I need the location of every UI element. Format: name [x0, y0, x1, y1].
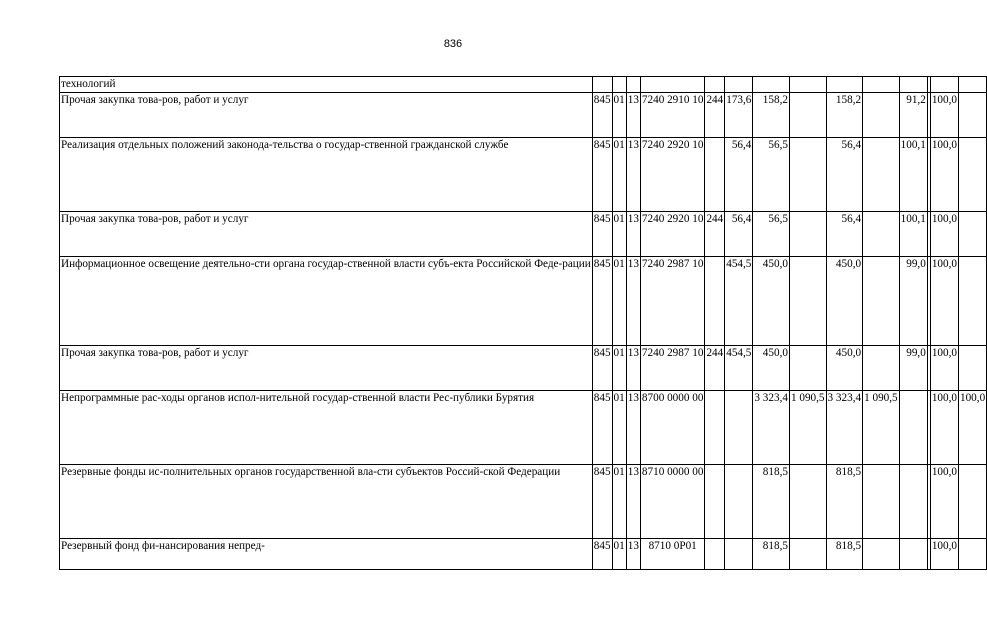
cell-rz [612, 77, 626, 93]
cell-rz: 01 [612, 390, 626, 464]
table-row [60, 390, 987, 464]
table-row [60, 345, 987, 390]
cell-c8: 100,0 [930, 137, 958, 211]
cell-c5: 1 090,5 [863, 390, 900, 464]
cell-c6 [899, 538, 927, 569]
cell-c4: 3 323,4 [826, 390, 863, 464]
cell-c3 [789, 92, 826, 137]
cell-rz: 01 [612, 538, 626, 569]
cell-c1: 56,4 [725, 211, 753, 256]
cell-grbs: 845 [592, 538, 612, 569]
cell-c3 [789, 256, 826, 345]
cell-vr [705, 464, 725, 538]
cell-csr [640, 77, 705, 93]
cell-c6 [899, 464, 927, 538]
cell-name: Прочая закупка това-ров, работ и услуг [60, 345, 593, 390]
cell-grbs: 845 [592, 390, 612, 464]
cell-csr: 8710 0000 00 [640, 464, 705, 538]
cell-c1 [725, 464, 753, 538]
cell-c5 [863, 77, 900, 93]
cell-c2: 818,5 [753, 538, 790, 569]
cell-c2: 158,2 [753, 92, 790, 137]
cell-grbs: 845 [592, 464, 612, 538]
cell-c8: 100,0 [930, 345, 958, 390]
cell-vr [705, 390, 725, 464]
cell-c2: 450,0 [753, 256, 790, 345]
cell-csr: 7240 2987 10 [640, 345, 705, 390]
cell-csr: 8700 0000 00 [640, 390, 705, 464]
cell-c5 [863, 92, 900, 137]
table-body [60, 77, 987, 570]
cell-csr: 7240 2920 10 [640, 137, 705, 211]
cell-vr [705, 137, 725, 211]
cell-c5 [863, 345, 900, 390]
cell-c5 [863, 137, 900, 211]
cell-c9 [958, 464, 986, 538]
cell-vr: 244 [705, 345, 725, 390]
cell-c9 [958, 211, 986, 256]
cell-c1: 454,5 [725, 345, 753, 390]
cell-c3 [789, 77, 826, 93]
cell-grbs: 845 [592, 345, 612, 390]
cell-pr: 13 [626, 464, 640, 538]
cell-c4: 56,4 [826, 137, 863, 211]
cell-name: Реализация отдельных положений законода-тельства о государ-ственной гражданской службе [60, 137, 593, 211]
cell-grbs: 845 [592, 92, 612, 137]
cell-vr [705, 77, 725, 93]
cell-name: Прочая закупка това-ров, работ и услуг [60, 211, 593, 256]
cell-c8: 100,0 [930, 464, 958, 538]
cell-rz: 01 [612, 211, 626, 256]
cell-c5 [863, 211, 900, 256]
cell-c3 [789, 137, 826, 211]
cell-c6: 91,2 [899, 92, 927, 137]
cell-name: Прочая закупка това-ров, работ и услуг [60, 92, 593, 137]
cell-c4: 818,5 [826, 538, 863, 569]
cell-vr: 244 [705, 211, 725, 256]
cell-pr: 13 [626, 538, 640, 569]
cell-c6: 99,0 [899, 256, 927, 345]
table-row [60, 464, 987, 538]
cell-c1: 173,6 [725, 92, 753, 137]
cell-c6: 99,0 [899, 345, 927, 390]
cell-c3 [789, 211, 826, 256]
table-row [60, 77, 987, 93]
cell-c4: 56,4 [826, 211, 863, 256]
cell-pr: 13 [626, 390, 640, 464]
cell-csr: 8710 0Р01 [640, 538, 705, 569]
cell-c4: 158,2 [826, 92, 863, 137]
cell-vr [705, 538, 725, 569]
cell-c3 [789, 464, 826, 538]
cell-c4: 818,5 [826, 464, 863, 538]
cell-grbs: 845 [592, 211, 612, 256]
cell-c9 [958, 77, 986, 93]
cell-c5 [863, 538, 900, 569]
cell-c8: 100,0 [930, 211, 958, 256]
table-row [60, 256, 987, 345]
cell-c4: 450,0 [826, 256, 863, 345]
cell-rz: 01 [612, 137, 626, 211]
cell-grbs [592, 77, 612, 93]
table-row [60, 211, 987, 256]
cell-c9 [958, 345, 986, 390]
cell-csr: 7240 2987 10 [640, 256, 705, 345]
cell-c8: 100,0 [930, 256, 958, 345]
cell-c9 [958, 92, 986, 137]
cell-c1 [725, 538, 753, 569]
cell-pr: 13 [626, 345, 640, 390]
cell-c3: 1 090,5 [789, 390, 826, 464]
cell-c9 [958, 137, 986, 211]
page-number: 836 [443, 38, 463, 50]
cell-name: Резервные фонды ис-полнительных органов государственной вла-сти субъектов Россий-ской Федерации [60, 464, 593, 538]
cell-c6 [899, 77, 927, 93]
cell-c1: 454,5 [725, 256, 753, 345]
cell-c2: 450,0 [753, 345, 790, 390]
cell-c6 [899, 390, 927, 464]
cell-rz: 01 [612, 464, 626, 538]
cell-c5 [863, 256, 900, 345]
cell-grbs: 845 [592, 256, 612, 345]
cell-pr: 13 [626, 211, 640, 256]
cell-vr [705, 256, 725, 345]
cell-c5 [863, 464, 900, 538]
cell-rz: 01 [612, 256, 626, 345]
cell-c4 [826, 77, 863, 93]
table-row [60, 137, 987, 211]
table-row [60, 92, 987, 137]
cell-pr [626, 77, 640, 93]
cell-c6: 100,1 [899, 211, 927, 256]
cell-csr: 7240 2920 10 [640, 211, 705, 256]
cell-c8 [930, 77, 958, 93]
cell-c9 [958, 256, 986, 345]
cell-c1: 56,4 [725, 137, 753, 211]
cell-grbs: 845 [592, 137, 612, 211]
cell-c2: 56,5 [753, 211, 790, 256]
cell-c2 [753, 77, 790, 93]
cell-c8: 100,0 [930, 538, 958, 569]
cell-c2: 818,5 [753, 464, 790, 538]
cell-pr: 13 [626, 137, 640, 211]
cell-c9 [958, 538, 986, 569]
cell-c6: 100,1 [899, 137, 927, 211]
cell-c3 [789, 345, 826, 390]
cell-c8: 100,0 [930, 92, 958, 137]
cell-c8: 100,0 [930, 390, 958, 464]
cell-rz: 01 [612, 345, 626, 390]
cell-c9: 100,0 [958, 390, 986, 464]
cell-pr: 13 [626, 256, 640, 345]
cell-c4: 450,0 [826, 345, 863, 390]
cell-name: Непрограммные рас-ходы органов испол-нительной государ-ственной власти Рес-публики Бурятия [60, 390, 593, 464]
cell-name: технологий [60, 77, 593, 93]
cell-pr: 13 [626, 92, 640, 137]
cell-name: Резервный фонд фи-нансирования непред- [60, 538, 593, 569]
cell-c1 [725, 77, 753, 93]
cell-name: Информационное освещение деятельно-сти органа государ-ственной власти субъ-екта Российской Феде-рации [60, 256, 593, 345]
cell-vr: 244 [705, 92, 725, 137]
cell-c1 [725, 390, 753, 464]
cell-c2: 56,5 [753, 137, 790, 211]
table-row [60, 538, 987, 569]
cell-csr: 7240 2910 10 [640, 92, 705, 137]
cell-c3 [789, 538, 826, 569]
cell-rz: 01 [612, 92, 626, 137]
cell-c2: 3 323,4 [753, 390, 790, 464]
budget-table [59, 76, 987, 570]
